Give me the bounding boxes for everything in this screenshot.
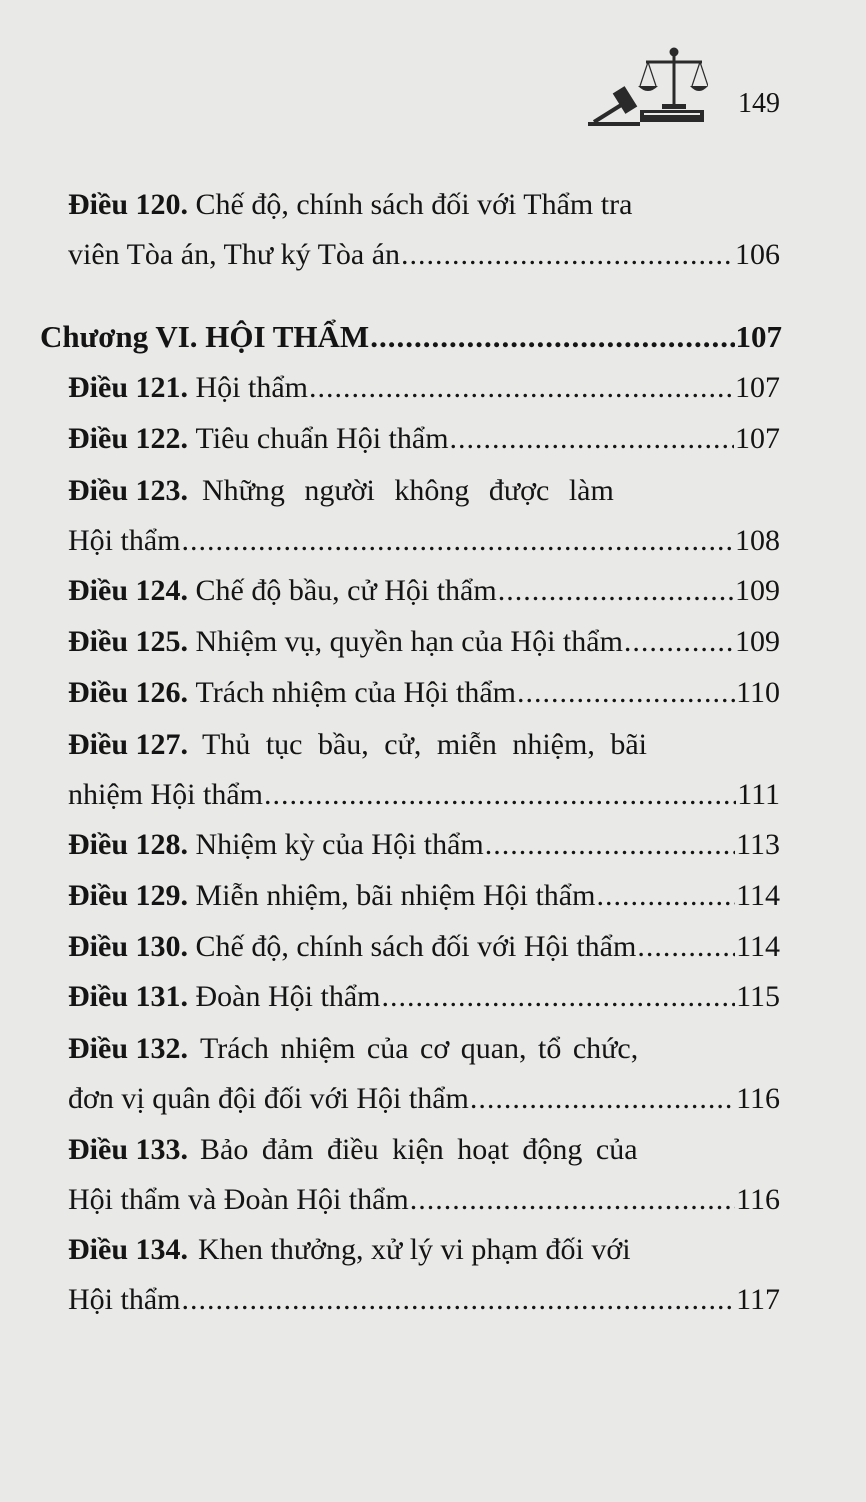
page-ref: 109 (735, 625, 780, 658)
page-ref: 107 (735, 371, 780, 404)
article-label: Điều 121. (68, 371, 188, 404)
dot-leader (309, 363, 734, 413)
article-title: Chế độ bầu, cử Hội thẩm (195, 574, 497, 607)
toc-entry-dieu-127 (68, 720, 780, 820)
article-title: Hội thẩm (195, 371, 308, 404)
page-ref: 115 (736, 980, 780, 1013)
article-label: Điều 124. (68, 574, 188, 607)
page-ref: 114 (736, 879, 780, 912)
dot-leader (381, 972, 735, 1022)
article-label: Điều 120. (68, 188, 188, 221)
article-title: Miễn nhiệm, bãi nhiệm Hội thẩm (195, 879, 596, 912)
article-title: Nhiệm kỳ của Hội thẩm (195, 828, 484, 861)
article-label: Điều 123. (68, 474, 188, 507)
page-ref: 116 (736, 1183, 780, 1216)
toc-entry-dieu-129 (68, 871, 780, 921)
article-label: Điều 127. (68, 728, 188, 761)
article-title-line-2: viên Tòa án, Thư ký Tòa án (68, 238, 401, 271)
page-number: 149 (738, 88, 780, 119)
toc-entry-dieu-120 (68, 180, 780, 280)
article-title-line-2: Hội thẩm và Đoàn Hội thẩm (68, 1183, 409, 1216)
article-title-line-2: Hội thẩm (68, 1283, 181, 1316)
dot-leader (498, 566, 734, 616)
dot-leader (637, 922, 735, 972)
article-label: Điều 122. (68, 422, 188, 455)
article-title-line-1: Thủ tục bầu, cử, miễn nhiệm, bãi (202, 728, 647, 761)
dot-leader (596, 871, 735, 921)
article-label: Điều 125. (68, 625, 188, 658)
article-title-line-2: Hội thẩm (68, 524, 181, 557)
page-ref: 111 (737, 778, 780, 811)
page-ref: 106 (735, 238, 780, 271)
toc-entry-dieu-125 (68, 617, 780, 667)
dot-leader (470, 1074, 735, 1124)
dot-leader (401, 230, 734, 280)
article-label: Điều 131. (68, 980, 188, 1013)
article-title: Nhiệm vụ, quyền hạn của Hội thẩm (195, 625, 623, 658)
article-title-line-1: Trách nhiệm của cơ quan, tổ chức, (200, 1032, 639, 1065)
article-label: Điều 133. (68, 1133, 188, 1166)
article-title-line-1: Bảo đảm điều kiện hoạt động của (200, 1133, 638, 1166)
toc-entry-dieu-131 (68, 972, 780, 1022)
article-title-line-2: nhiệm Hội thẩm (68, 778, 263, 811)
article-title-line-2: đơn vị quân đội đối với Hội thẩm (68, 1082, 469, 1115)
dot-leader (410, 1175, 735, 1225)
article-label: Điều 134. (68, 1233, 188, 1266)
page-ref: 108 (735, 524, 780, 557)
article-title-line-1: Những người không được làm (202, 474, 614, 507)
toc-entry-dieu-134 (68, 1225, 780, 1325)
toc-entry-dieu-133 (68, 1125, 780, 1225)
toc-entry-dieu-126 (68, 668, 780, 718)
article-title: Đoàn Hội thẩm (195, 980, 381, 1013)
dot-leader (624, 617, 734, 667)
dot-leader (182, 1275, 736, 1325)
article-label: Điều 128. (68, 828, 188, 861)
page-ref: 109 (735, 574, 780, 607)
article-label: Điều 132. (68, 1032, 188, 1065)
dot-leader (264, 770, 736, 820)
dot-leader (370, 312, 734, 362)
dot-leader (517, 668, 735, 718)
dot-leader (450, 414, 734, 464)
toc-entry-dieu-124 (68, 566, 780, 616)
article-label: Điều 129. (68, 879, 188, 912)
article-title: Chế độ, chính sách đối với Hội thẩm (195, 930, 637, 963)
page-ref: 117 (736, 1283, 780, 1316)
chapter-title: Chương VI. HỘI THẨM (40, 319, 370, 354)
article-label: Điều 130. (68, 930, 188, 963)
page-ref: 114 (736, 930, 780, 963)
toc-entry-dieu-130 (68, 922, 780, 972)
article-title: Tiêu chuẩn Hội thẩm (195, 422, 449, 455)
page-ref: 107 (735, 319, 782, 354)
scales-of-justice-icon (588, 42, 708, 130)
dot-leader (182, 516, 735, 566)
dot-leader (485, 820, 735, 870)
page-ref: 107 (735, 422, 780, 455)
toc-chapter-vi (40, 312, 782, 362)
toc-entry-dieu-123 (68, 466, 780, 566)
article-title: Trách nhiệm của Hội thẩm (195, 676, 516, 709)
article-title-line-1: Khen thưởng, xử lý vi phạm đối với (198, 1233, 631, 1266)
article-title-line-1: Chế độ, chính sách đối với Thẩm tra (195, 188, 633, 221)
page-ref: 116 (736, 1082, 780, 1115)
article-label: Điều 126. (68, 676, 188, 709)
toc-entry-dieu-121 (68, 363, 780, 413)
page-ref: 110 (736, 676, 780, 709)
toc-entry-dieu-132 (68, 1024, 780, 1124)
page-ref: 113 (736, 828, 780, 861)
toc-entry-dieu-122 (68, 414, 780, 464)
toc-entry-dieu-128 (68, 820, 780, 870)
